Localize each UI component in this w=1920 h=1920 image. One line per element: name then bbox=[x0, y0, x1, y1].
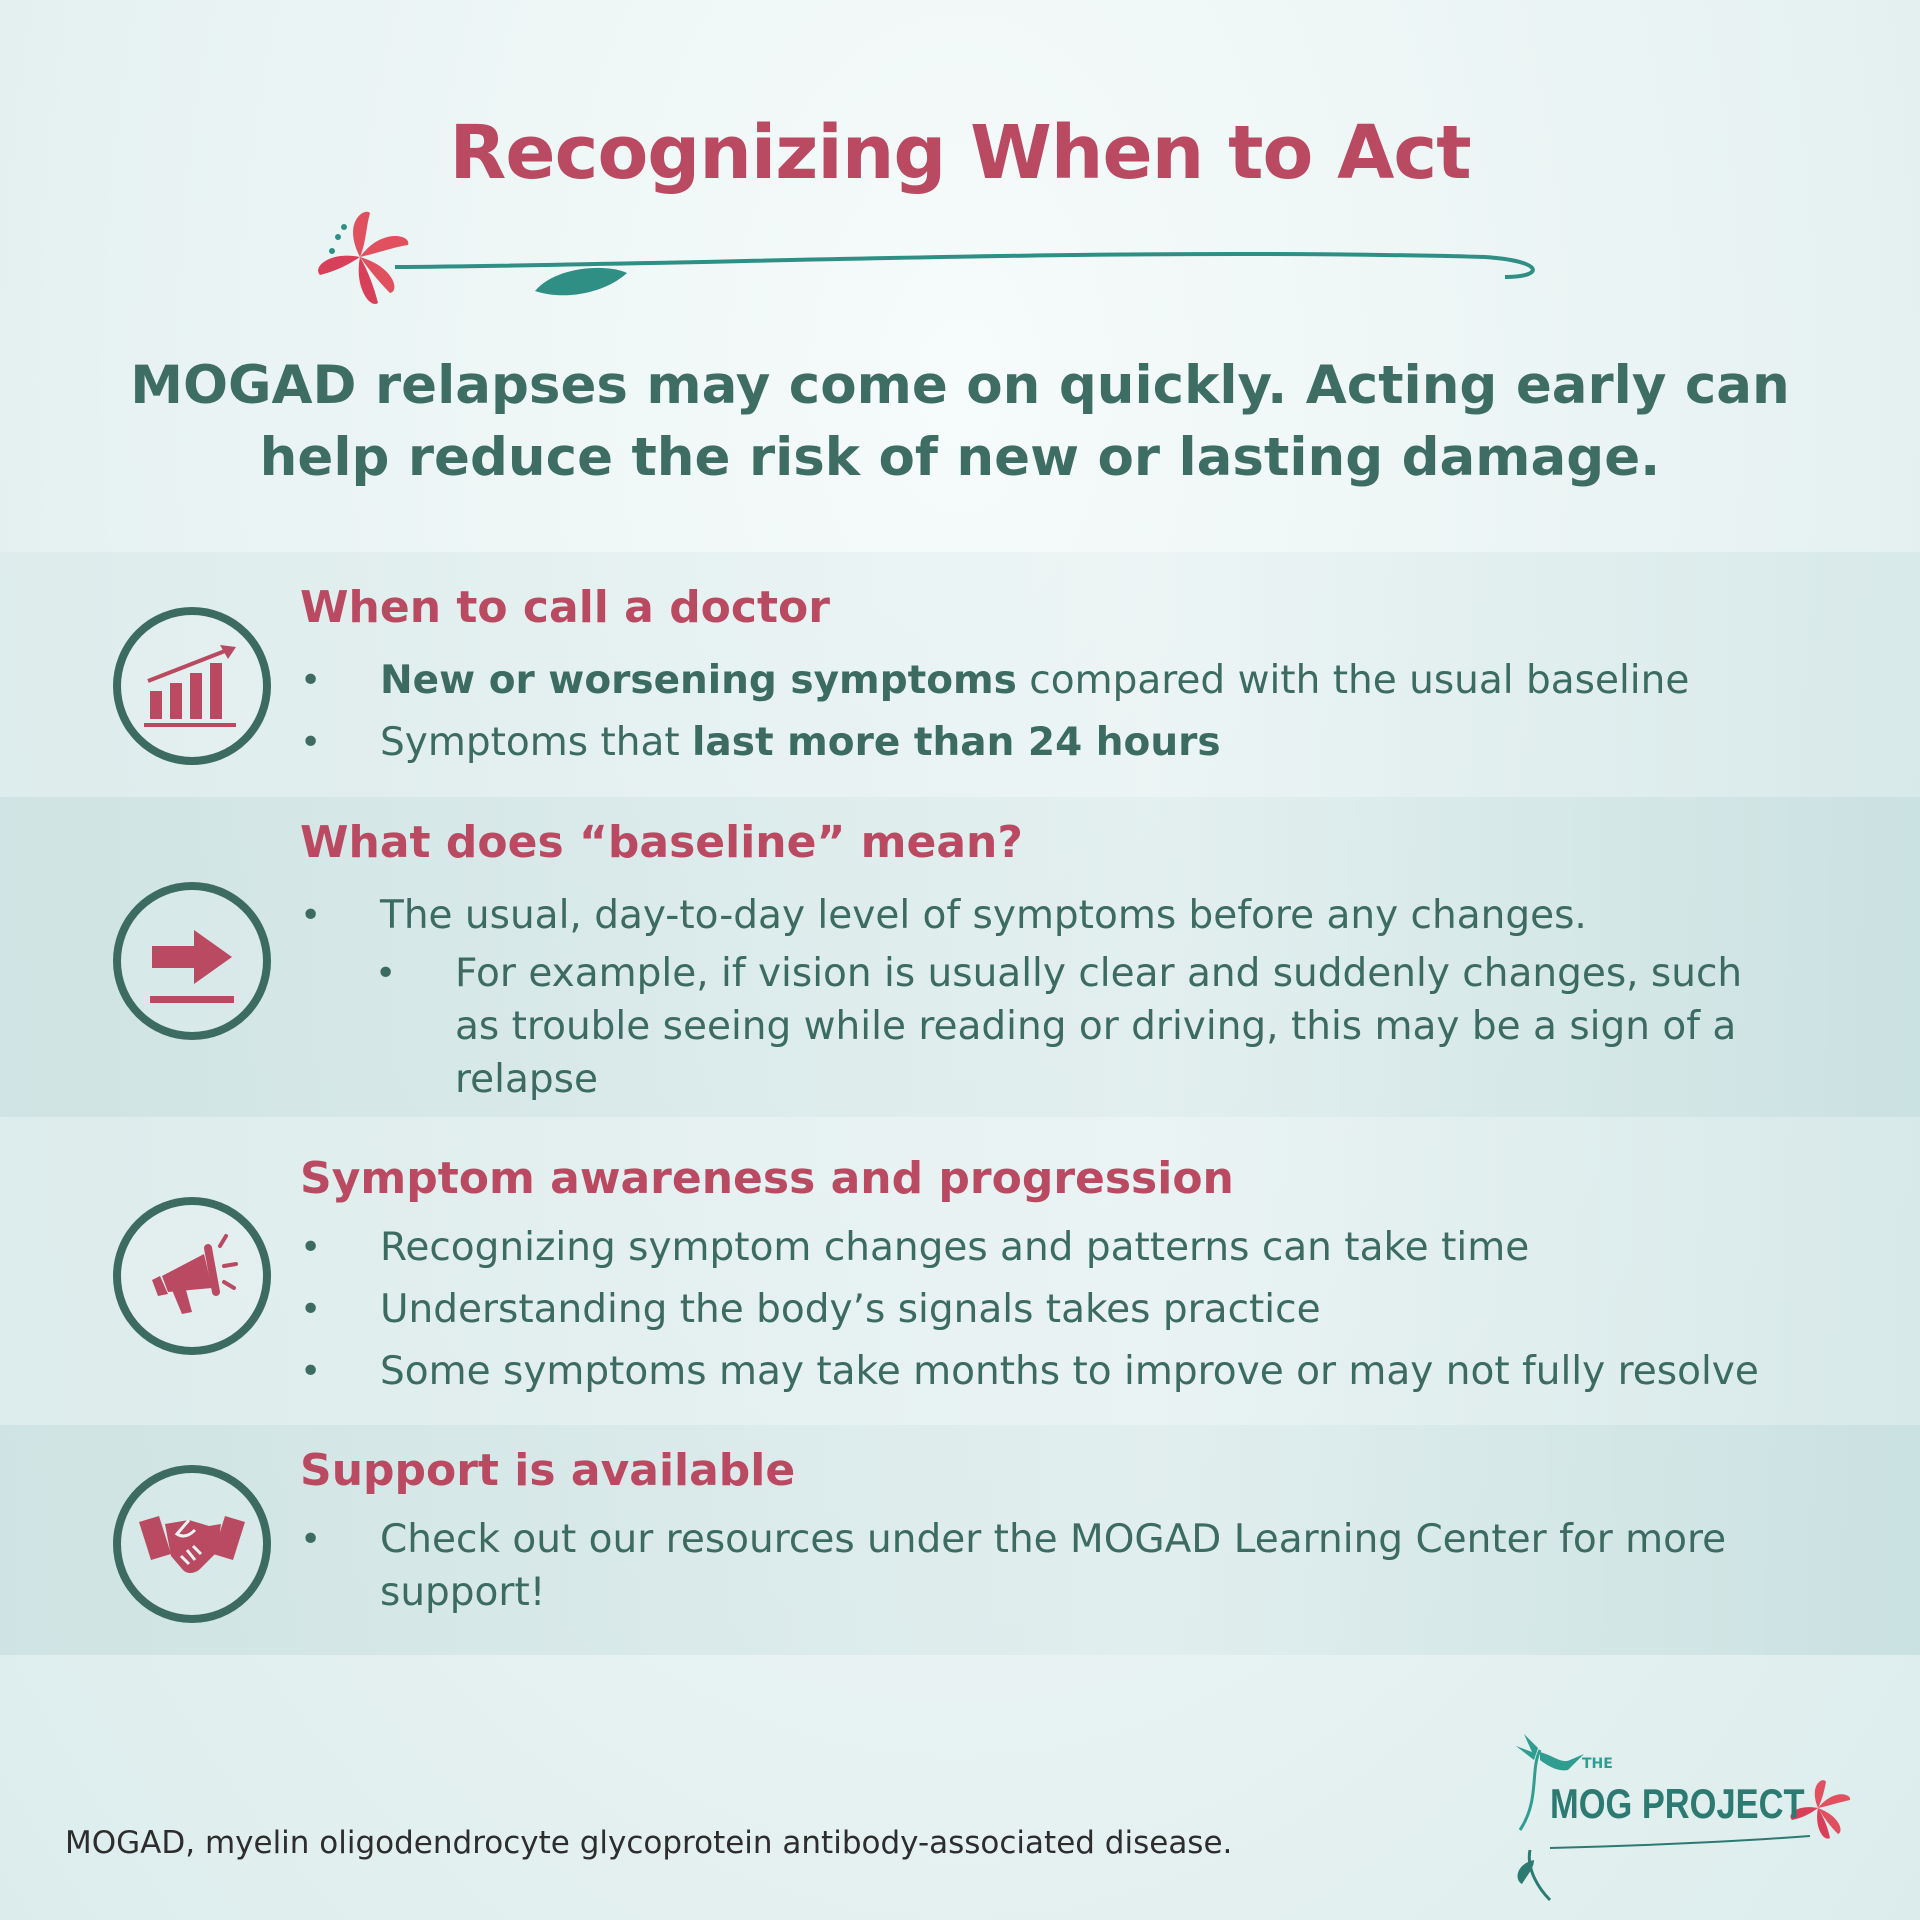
list-item: • Understanding the body’s signals takes practice bbox=[300, 1279, 1800, 1341]
section-baseline bbox=[0, 797, 1920, 1117]
bullet-list bbox=[300, 650, 1800, 774]
intro-statement: MOGAD relapses may come on quickly. Acting early can help reduce the risk of new or lasting damage. bbox=[130, 355, 1790, 488]
list-item bbox=[300, 712, 1800, 774]
list-item: • Recognizing symptom changes and patterns can take time bbox=[300, 1217, 1800, 1279]
abbreviation-footnote: MOGAD, myelin oligodendrocyte glycoprotein antibody-associated disease. bbox=[65, 1825, 1233, 1861]
bullet-list bbox=[300, 885, 1800, 1106]
arrow-right-icon bbox=[113, 882, 271, 1040]
section-heading: What does “baseline” mean? bbox=[300, 817, 1023, 868]
list-item: • Some symptoms may take months to improve or may not fully resolve bbox=[300, 1341, 1800, 1403]
section-symptom-awareness bbox=[0, 1117, 1920, 1425]
bullet-list bbox=[300, 1513, 1800, 1619]
list-item: • The usual, day-to-day level of symptoms before any changes. bbox=[300, 885, 1800, 947]
bullet-text: Symptoms that bbox=[380, 720, 693, 765]
handshake-icon bbox=[113, 1465, 271, 1623]
emphasis-text: New or worsening symptoms bbox=[380, 658, 1017, 703]
section-call-doctor bbox=[0, 552, 1920, 797]
bullet-text: compared with the usual baseline bbox=[1016, 658, 1690, 703]
megaphone-icon bbox=[113, 1197, 271, 1355]
bullet-list bbox=[300, 1217, 1800, 1403]
logo-name-text: MOG PROJECT bbox=[1550, 1780, 1805, 1827]
list-item bbox=[300, 650, 1800, 712]
section-heading: When to call a doctor bbox=[300, 582, 830, 633]
section-heading: Support is available bbox=[300, 1445, 796, 1496]
lily-flower-divider-icon bbox=[305, 205, 1545, 315]
list-item: • Check out our resources under the MOGAD Learning Center for more support! bbox=[300, 1513, 1800, 1619]
section-heading: Symptom awareness and progression bbox=[300, 1153, 1234, 1204]
logo-the-text: THE bbox=[1582, 1756, 1613, 1772]
section-support bbox=[0, 1425, 1920, 1655]
emphasis-text: last more than 24 hours bbox=[692, 720, 1221, 765]
mog-project-logo bbox=[1510, 1730, 1870, 1920]
trending-bar-chart-icon bbox=[113, 607, 271, 765]
sub-list-item: • For example, if vision is usually clear and suddenly changes, such as trouble seeing while reading or driving, this may be a sign of a relapse bbox=[300, 947, 1760, 1106]
page-title: Recognizing When to Act bbox=[449, 110, 1471, 196]
